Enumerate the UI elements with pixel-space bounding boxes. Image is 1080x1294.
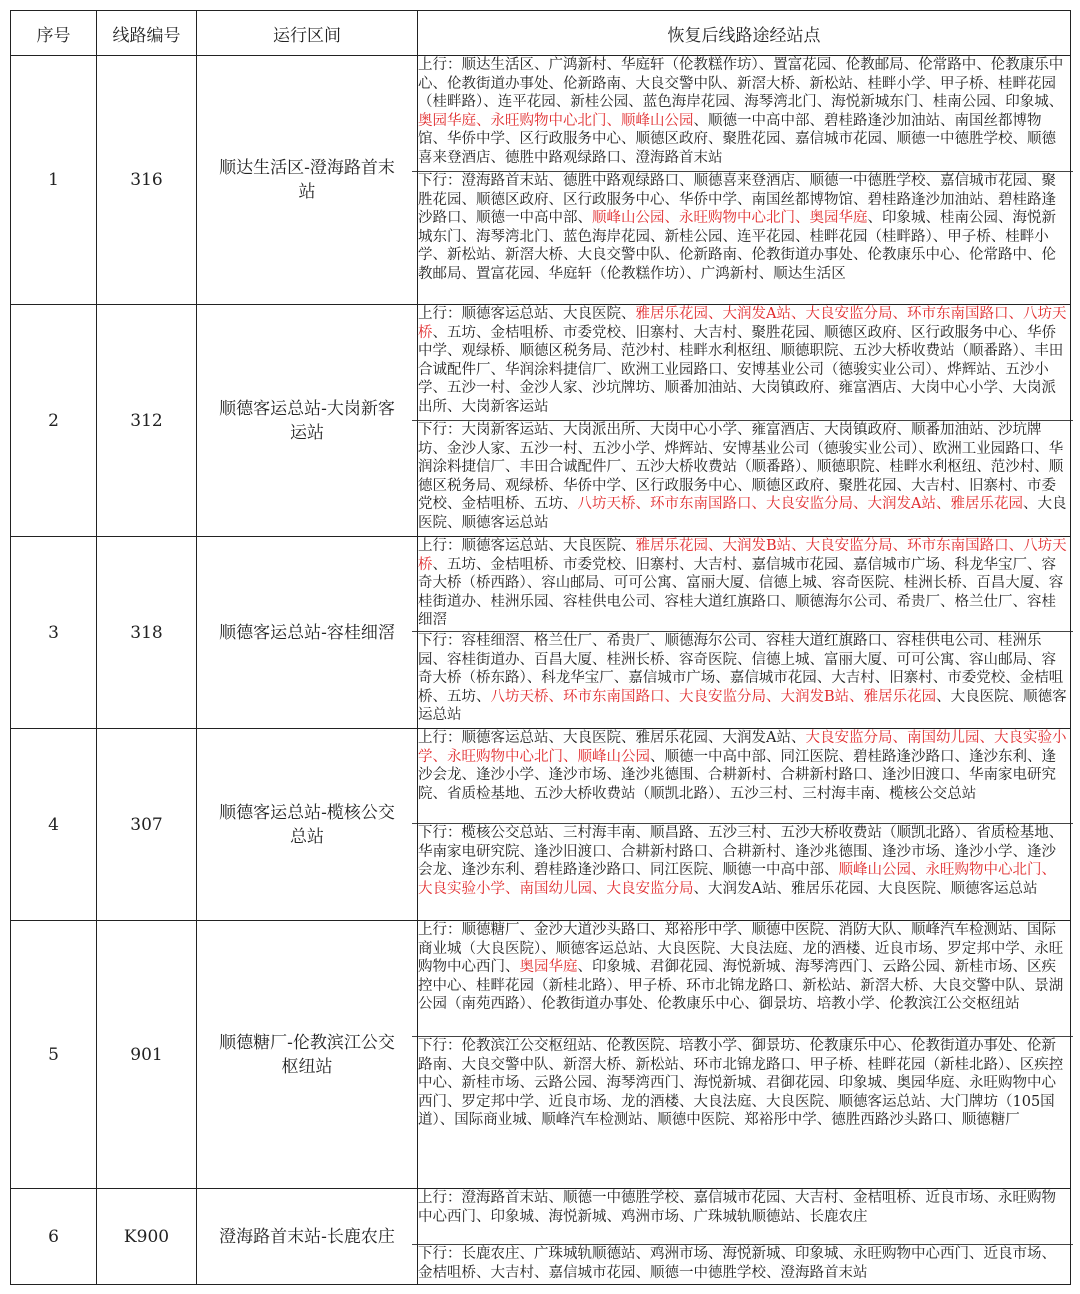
route-code-cell: 312 [97,305,197,537]
stop-list-text: 上行：顺达生活区、广鸿新村、华庭轩（伦教糕作坊）、置富花园、伦教邮局、伦常路中、伦教康乐中心、伦教街道办事处、伦新路南、大良交警中队、新滘大桥、新松站、桂畔小学、甲子桥、桂畔花园（桂畔路）、连平花园、新桂公园、蓝色海岸花园、海琴湾北门、海悦新城东门、桂南公园、印象城、 [418,57,1064,111]
stops-cell [418,537,1071,729]
stop-list-text: 下行：大岗新客运站、大岗派出所、大岗中心小学、雍富酒店、大岗镇政府、顺番加油站、沙坑牌坊、金沙人家、五沙一村、五沙小学、烨辉站、安博基业公司（德骏实业公司）、欧洲工业园路口、华润涂料捷信厂、丰田合诚配件厂、五沙大桥收费站（顺番路）、顺德职院、桂畔水利枢纽、范沙村、顺德区税务局、观绿桥、华侨中学、区行政服务中心、顺德区政府、聚胜花园、大吉村、旧寨村、市委党校、金桔咀桥、五坊、 [418,422,1064,513]
changed-stops: 顺峰山公园、永旺购物中心北门、奥园华庭 [592,210,868,227]
header-section: 运行区间 [197,11,418,56]
down-direction-stops [412,632,1073,725]
stop-list-text: 下行：榄核公交总站、三村海丰南、顺昌路、五沙三村、五沙大桥收费站（顺凯北路）、省质检基地、华南家电研究院、逢沙旧渡口、合耕新村路口、合耕新村、逢沙兆德围、逢沙市场、逢沙小学、逢沙会龙、逢沙东利、碧桂路逢沙路口、同江医院、顺德一中高中部、 [418,825,1064,879]
seq-cell: 1 [11,56,97,305]
section-cell: 顺德客运总站-大岗新客 运站 [197,305,418,537]
stop-list-text: 、顺德一中高中部、同江医院、碧桂路逢沙路口、逢沙东利、逢沙会龙、逢沙小学、逢沙市场、逢沙兆德围、合耕新村、合耕新村路口、逢沙旧渡口、华南家电研究院、省质检基地、五沙大桥收费站（顺凯北路）、五沙三村、三村海丰南、榄核公交总站 [418,748,1056,802]
seq-cell: 5 [11,921,97,1189]
changed-stops: 奥园华庭、永旺购物中心北门、顺峰山公园 [418,112,694,129]
bus-route-table [10,10,1071,1285]
stop-list-text: 上行：顺德客运总站、大良医院、 [418,306,636,322]
table-row [11,305,1071,537]
stop-list-text: 上行：顺德客运总站、大良医院、 [418,538,636,554]
up-direction-stops [412,1189,1073,1245]
stop-list-text: 、印象城、桂南公园、海悦新城东门、海琴湾北门、蓝色海岸花园、新桂公园、连平花园、桂畔花园（桂畔路）、甲子桥、桂畔小学、新松站、新滘大桥、大良交警中队、伦新路南、伦教街道办事处、伦教康乐中心、伦常路中、伦教邮局、置富花园、华庭轩（伦教糕作坊）、广鸿新村、顺达生活区 [418,210,1056,282]
changed-stops: 八坊天桥、环市东南国路口、大良安监分局、大润发B站、雅居乐花园 [490,688,937,705]
header-seq: 序号 [11,11,97,56]
section-cell: 澄海路首末站-长鹿农庄 [197,1189,418,1285]
section-cell: 顺达生活区-澄海路首末 站 [197,56,418,305]
seq-cell: 6 [11,1189,97,1285]
down-direction-stops [412,824,1073,898]
stops-cell [418,1189,1071,1285]
up-direction-stops [412,921,1073,1037]
seq-cell: 3 [11,537,97,729]
changed-stops: 大良安监分局、南国幼儿园、大良实验小学、永旺购物中心北门、顺峰山公园 [418,730,1067,765]
stop-list-text: 、印象城、君御花园、海悦新城、海琴湾西门、云路公园、新桂市场、区疾控中心、桂畔花园（新桂北路）、甲子桥、环市北锦龙路口、新松站、新滘大桥、大良交警中队、景湖公园（南苑西路）、伦教街道办事处、伦教康乐中心、御景坊、培教小学、伦教滨江公交枢纽站 [418,959,1064,1013]
section-cell: 顺德客运总站-榄核公交 总站 [197,729,418,921]
stop-list-text: 、五坊、金桔咀桥、市委党校、旧寨村、大吉村、嘉信城市花园、嘉信城市广场、科龙华宝厂、容奇大桥（桥西路）、容山邮局、可可公寓、富丽大厦、信德上城、容奇医院、桂洲长桥、百昌大厦、容桂街道办、桂洲乐园、容桂供电公司、容桂大道红旗路口、顺德海尔公司、希贵厂、格兰仕厂、容桂细滘 [418,556,1064,629]
route-code-cell: 318 [97,537,197,729]
up-direction-stops [412,56,1073,172]
route-code-cell: 316 [97,56,197,305]
stop-list-text: 下行：长鹿农庄、广珠城轨顺德站、鸡洲市场、海悦新城、印象城、永旺购物中心西门、近良市场、金桔咀桥、大吉村、嘉信城市花园、顺德一中德胜学校、澄海路首末站 [418,1246,1056,1281]
down-direction-stops [412,1245,1073,1282]
table-row [11,1189,1071,1285]
stops-cell [418,56,1071,305]
route-code-cell: 307 [97,729,197,921]
header-route-code: 线路编号 [97,11,197,56]
stop-list-text: 、大良医院、顺德客运总站 [418,496,1067,531]
stop-list-text: 、顺德一中高中部、碧桂路逢沙加油站、南国丝都博物馆、华侨中学、区行政服务中心、顺德区政府、聚胜花园、嘉信城市花园、顺德一中德胜学校、顺德喜来登酒店、德胜中路观绿路口、澄海路首末站 [418,112,1056,166]
changed-stops: 雅居乐花园、大润发B站、大良安监分局、环市东南国路口、八坊天桥 [418,538,1067,573]
seq-cell: 2 [11,305,97,537]
table-row [11,56,1071,305]
stops-cell [418,729,1071,921]
up-direction-stops [412,305,1073,421]
down-direction-stops [412,172,1073,284]
table-row [11,729,1071,921]
stop-list-text: 下行：澄海路首末站、德胜中路观绿路口、顺德喜来登酒店、顺德一中德胜学校、嘉信城市花园、聚胜花园、顺德区政府、区行政服务中心、华侨中学、南国丝都博物馆、碧桂路逢沙加油站、碧桂路逢沙路口、顺德一中高中部、 [418,173,1056,227]
changed-stops: 奥园华庭 [519,959,578,976]
route-code-cell: 901 [97,921,197,1189]
up-direction-stops [412,537,1073,632]
stop-list-text: 、大润发A站、雅居乐花园、大良医院、顺德客运总站 [693,880,1038,897]
section-cell: 顺德糖厂-伦教滨江公交 枢纽站 [197,921,418,1189]
up-direction-stops [412,729,1073,824]
seq-cell: 4 [11,729,97,921]
section-cell: 顺德客运总站-容桂细滘 [197,537,418,729]
stop-list-text: 上行：顺德糖厂、金沙大道沙头路口、郑裕彤中学、顺德中医院、消防大队、顺峰汽车检测站、国际商业城（大良医院）、顺德客运总站、大良医院、大良法庭、龙的酒楼、近良市场、罗定邦中学、永旺购物中心西门、 [418,922,1064,976]
table-row [11,537,1071,729]
stop-list-text: 、五坊、金桔咀桥、市委党校、旧寨村、大吉村、聚胜花园、顺德区政府、区行政服务中心、华侨中学、观绿桥、顺德区税务局、范沙村、桂畔水利枢纽、顺德职院、五沙大桥收费站（顺番路）、丰田合诚配件厂、华润涂料捷信厂、欧洲工业园路口、安博基业公司（德骏实业公司）、烨辉站、五沙小学、五沙一村、金沙人家、沙坑牌坊、顺番加油站、大岗镇政府、雍富酒店、大岗中心小学、大岗派出所、大岗新客运站 [418,324,1064,415]
down-direction-stops [412,1037,1073,1130]
stop-list-text: 上行：顺德客运总站、大良医院、雅居乐花园、大润发A站、 [418,730,806,746]
stops-cell [418,921,1071,1189]
changed-stops: 八坊天桥、环市东南国路口、大良安监分局、大润发A站、雅居乐花园 [577,496,1023,513]
header-row [11,11,1071,56]
stop-list-text: 、大良医院、顺德客运总站 [418,688,1067,724]
stop-list-text: 上行：澄海路首末站、顺德一中德胜学校、嘉信城市花园、大吉村、金桔咀桥、近良市场、永旺购物中心西门、印象城、海悦新城、鸡洲市场、广珠城轨顺德站、长鹿农庄 [418,1190,1056,1225]
changed-stops: 顺峰山公园、永旺购物中心北门、大良实验小学、南国幼儿园、大良安监分局 [418,862,1056,897]
changed-stops: 雅居乐花园、大润发A站、大良安监分局、环市东南国路口、八坊天桥 [418,306,1067,341]
header-stops: 恢复后线路途经站点 [418,11,1071,56]
stop-list-text: 下行：容桂细滘、格兰仕厂、希贵厂、顺德海尔公司、容桂大道红旗路口、容桂供电公司、桂洲乐园、容桂街道办、百昌大厦、桂洲长桥、容奇医院、信德上城、富丽大厦、可可公寓、容山邮局、容奇大桥（桥东路）、科龙华宝厂、嘉信城市广场、嘉信城市花园、大吉村、旧寨村、市委党校、金桔咀桥、五坊、 [418,633,1064,705]
down-direction-stops [412,421,1073,533]
stops-cell [418,305,1071,537]
route-code-cell: K900 [97,1189,197,1285]
stop-list-text: 下行：伦教滨江公交枢纽站、伦教医院、培教小学、御景坊、伦教康乐中心、伦教街道办事处、伦新路南、大良交警中队、新滘大桥、新松站、环市北锦龙路口、甲子桥、桂畔花园（新桂北路）、区疾控中心、新桂市场、云路公园、海琴湾西门、海悦新城、君御花园、印象城、奥园华庭、永旺购物中心西门、罗定邦中学、近良市场、龙的酒楼、大良法庭、大良医院、顺德客运总站、大门牌坊（105国道）、国际商业城、顺峰汽车检测站、顺德中医院、郑裕彤中学、德胜西路沙头路口、顺德糖厂 [418,1038,1064,1129]
table-row [11,921,1071,1189]
